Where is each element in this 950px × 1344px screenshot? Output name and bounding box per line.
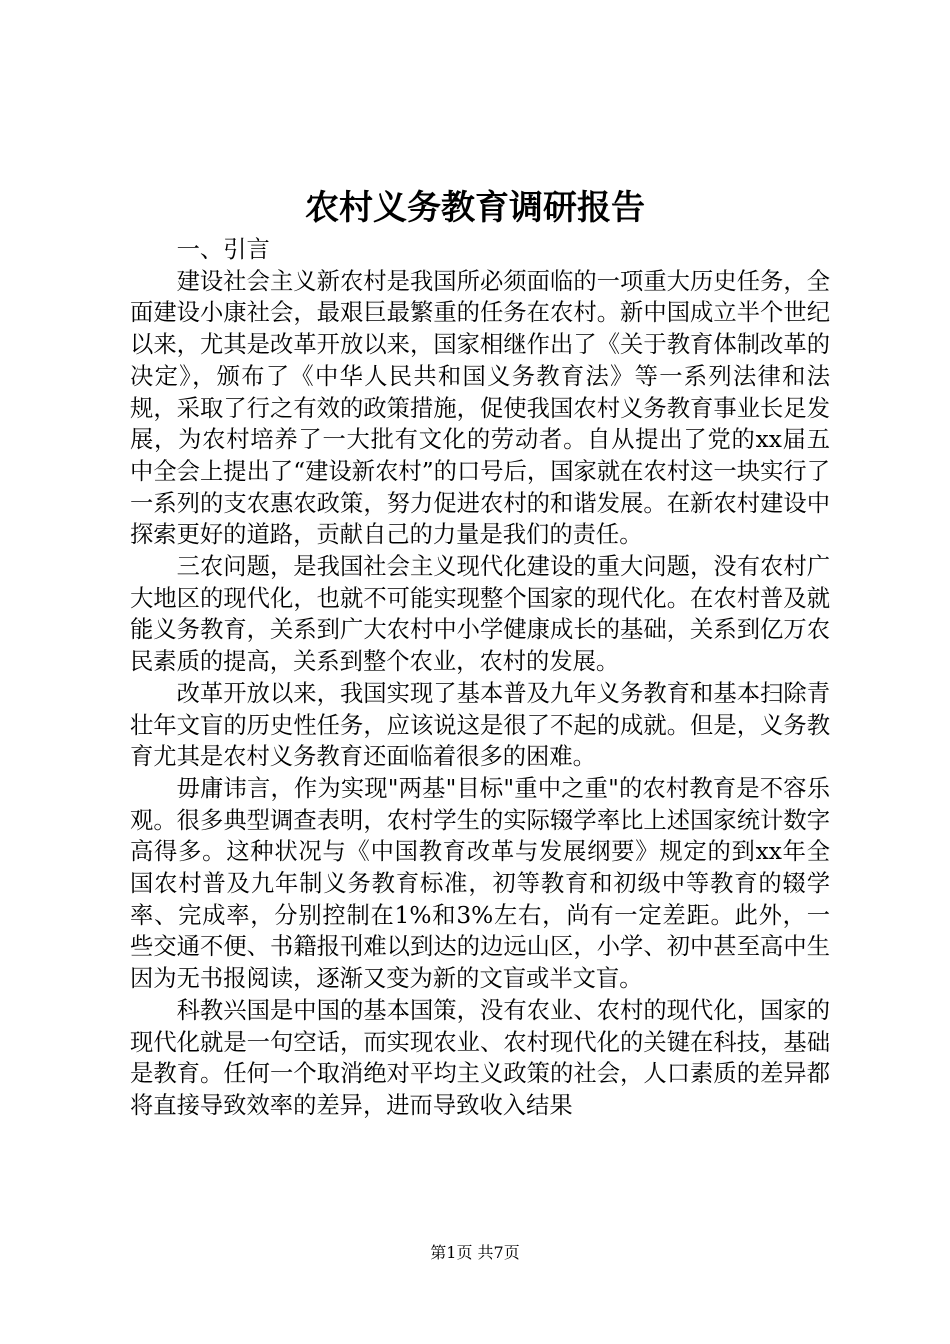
paragraph: 毋庸讳言，作为实现"两基"目标"重中之重"的农村教育是不容乐观。很多典型调查表明，农村学生的实际辍学率比上述国家统计数字高得多。这种状况与《中国教育改革与发展纲要》规定的到xx年全国农村普及九年制义务教育标准，初等教育和初级中等教育的辍学率、完成率，分别控制在1%和3%左右，尚有一定差距。此外，一些交通不便、书籍报刊难以到达的边远山区，小学、初中甚至高中生因为无书报阅读，逐渐又变为新的文盲或半文盲。: [130, 774, 830, 993]
paragraph: 建设社会主义新农村是我国所必须面临的一项重大历史任务，全面建设小康社会，最艰巨最繁重的任务在农村。新中国成立半个世纪以来，尤其是改革开放以来，国家相继作出了《关于教育体制改革的决定》，颁布了《中华人民共和国义务教育法》等一系列法律和法规，采取了行之有效的政策措施，促使我国农村义务教育事业长足发展，为农村培养了一大批有文化的劳动者。自从提出了党的xx届五中全会上提出了“建设新农村”的口号后，国家就在农村这一块实行了一系列的支农惠农政策，努力促进农村的和谐发展。在新农村建设中探索更好的道路，贡献自己的力量是我们的责任。: [130, 267, 830, 549]
document-body: [130, 234, 830, 1122]
section-heading-introduction: 一、引言: [176, 236, 270, 263]
paragraph: 三农问题，是我国社会主义现代化建设的重大问题，没有农村广大地区的现代化，也就不可能实现整个国家的现代化。在农村普及就能义务教育，关系到广大农村中小学健康成长的基础，关系到亿万农民素质的提高，关系到整个农业，农村的发展。: [130, 553, 830, 676]
paragraph: 改革开放以来，我国实现了基本普及九年义务教育和基本扫除青壮年文盲的历史性任务，应该说这是很了不起的成就。但是，义务教育尤其是农村义务教育还面临着很多的困难。: [130, 679, 830, 771]
document-title: 农村义务教育调研报告: [305, 188, 645, 228]
paragraph: 科教兴国是中国的基本国策，没有农业、农村的现代化，国家的现代化就是一句空话，而实现农业、农村现代化的关键在科技，基础是教育。任何一个取消绝对平均主义政策的社会，人口素质的差异都将直接导致效率的差异，进而导致收入结果: [130, 996, 830, 1119]
page-number-footer: 第1页 共7页: [430, 1243, 520, 1262]
